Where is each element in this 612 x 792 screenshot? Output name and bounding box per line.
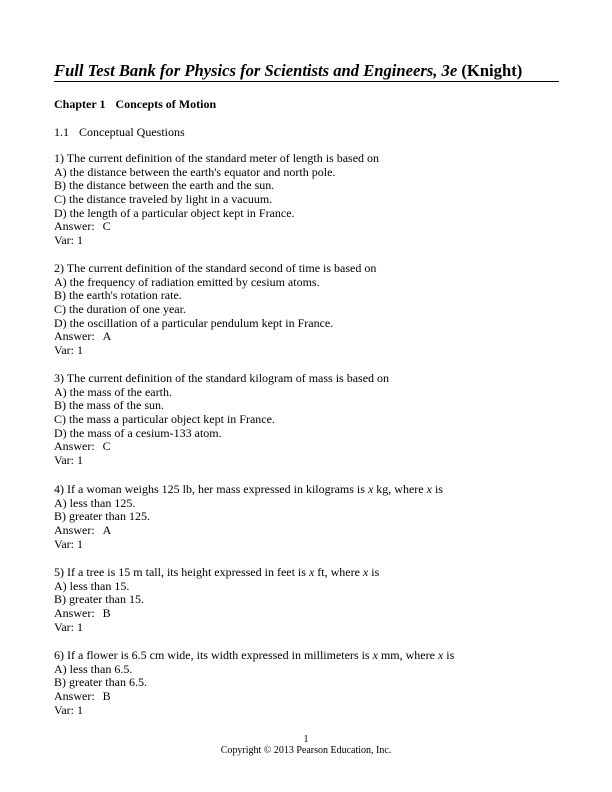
variable-x: x (308, 565, 315, 579)
answer-label: Answer: (54, 219, 95, 234)
choice-a: A) the frequency of radiation emitted by cesium atoms. (54, 274, 320, 289)
choice-a: A) the mass of the earth. (54, 384, 172, 399)
title-text: Full Test Bank for Physics for Scientists and Engineers, 3e (54, 61, 458, 80)
question-1 (54, 152, 379, 248)
answer-value: A (102, 523, 112, 538)
copyright-notice: Copyright © 2013 Pearson Education, Inc. (220, 745, 392, 756)
question-4 (54, 483, 443, 551)
stem-text: mm, where (377, 648, 438, 662)
stem-text: is (368, 565, 380, 579)
choice-d: D) the oscillation of a particular pendulum kept in France. (54, 315, 334, 330)
var-line: Var: 1 (54, 619, 83, 634)
var-line: Var: 1 (54, 453, 83, 468)
answer-line (54, 690, 454, 704)
choice-c: C) the distance traveled by light in a vacuum. (54, 192, 273, 207)
choice-a: A) the distance between the earth's equator and north pole. (54, 164, 336, 179)
section-name: Conceptual Questions (79, 125, 185, 139)
answer-value: C (102, 219, 111, 234)
section-heading (54, 125, 185, 140)
stem-text: kg, where (373, 482, 427, 496)
chapter-name: Concepts of Motion (115, 97, 217, 111)
variable-x: x (372, 648, 378, 662)
stem-text: 4) If a woman weighs 125 lb, her mass expressed in kilograms is (54, 482, 368, 496)
choice-b: B) greater than 15. (54, 592, 144, 607)
stem-text: is (431, 482, 443, 496)
question-stem (54, 649, 454, 663)
question-stem (54, 483, 443, 497)
question-stem: 1) The current definition of the standard meter of length is based on (54, 151, 380, 165)
var-line: Var: 1 (54, 233, 83, 248)
variable-x: x (437, 648, 444, 662)
chapter-heading (54, 97, 216, 112)
choice-b: B) greater than 125. (54, 509, 150, 524)
choice-c: C) the duration of one year. (54, 302, 186, 317)
answer-label: Answer: (54, 606, 95, 621)
answer-line (54, 440, 389, 454)
choice-a: A) less than 15. (54, 578, 130, 593)
variable-x: x (426, 482, 432, 496)
page-number: 1 (303, 734, 309, 745)
question-5 (54, 566, 379, 634)
stem-text: 6) If a flower is 6.5 cm wide, its width expressed in millimeters is (54, 648, 373, 662)
question-6 (54, 649, 454, 717)
choice-d: D) the mass of a cesium-133 atom. (54, 425, 222, 440)
stem-text: 5) If a tree is 15 m tall, its height expressed in feet is (54, 565, 309, 579)
answer-label: Answer: (54, 329, 95, 344)
choice-a: A) less than 6.5. (54, 661, 133, 676)
choice-b: B) the distance between the earth and the sun. (54, 178, 275, 193)
question-stem: 3) The current definition of the standard kilogram of mass is based on (54, 371, 390, 385)
answer-line (54, 220, 379, 234)
section-number: 1.1 (54, 125, 69, 139)
answer-value: C (102, 439, 111, 454)
choice-c: C) the mass a particular object kept in France. (54, 412, 275, 427)
var-line: Var: 1 (54, 702, 83, 717)
question-2 (54, 262, 376, 358)
answer-value: B (102, 606, 111, 621)
answer-value: B (102, 689, 111, 704)
choice-b: B) the mass of the sun. (54, 398, 164, 413)
choice-b: B) the earth's rotation rate. (54, 288, 182, 303)
answer-line (54, 524, 443, 538)
question-stem (54, 566, 379, 580)
answer-label: Answer: (54, 523, 95, 538)
var-line: Var: 1 (54, 536, 83, 551)
variable-x: x (362, 565, 369, 579)
chapter-number: Chapter 1 (54, 97, 106, 111)
document-title (54, 61, 558, 81)
question-3 (54, 372, 389, 468)
choice-b: B) greater than 6.5. (54, 675, 147, 690)
answer-line (54, 607, 379, 621)
stem-text: ft, where (314, 565, 363, 579)
answer-line (54, 330, 376, 344)
answer-label: Answer: (54, 689, 95, 704)
var-line: Var: 1 (54, 343, 83, 358)
question-stem: 2) The current definition of the standard second of time is based on (54, 261, 377, 275)
variable-x: x (367, 482, 374, 496)
choice-a: A) less than 125. (54, 495, 136, 510)
title-underline (54, 81, 559, 82)
choice-d: D) the length of a particular object kept in France. (54, 205, 295, 220)
answer-label: Answer: (54, 439, 95, 454)
answer-value: A (102, 329, 112, 344)
title-author: (Knight) (461, 61, 523, 80)
stem-text: is (443, 648, 455, 662)
